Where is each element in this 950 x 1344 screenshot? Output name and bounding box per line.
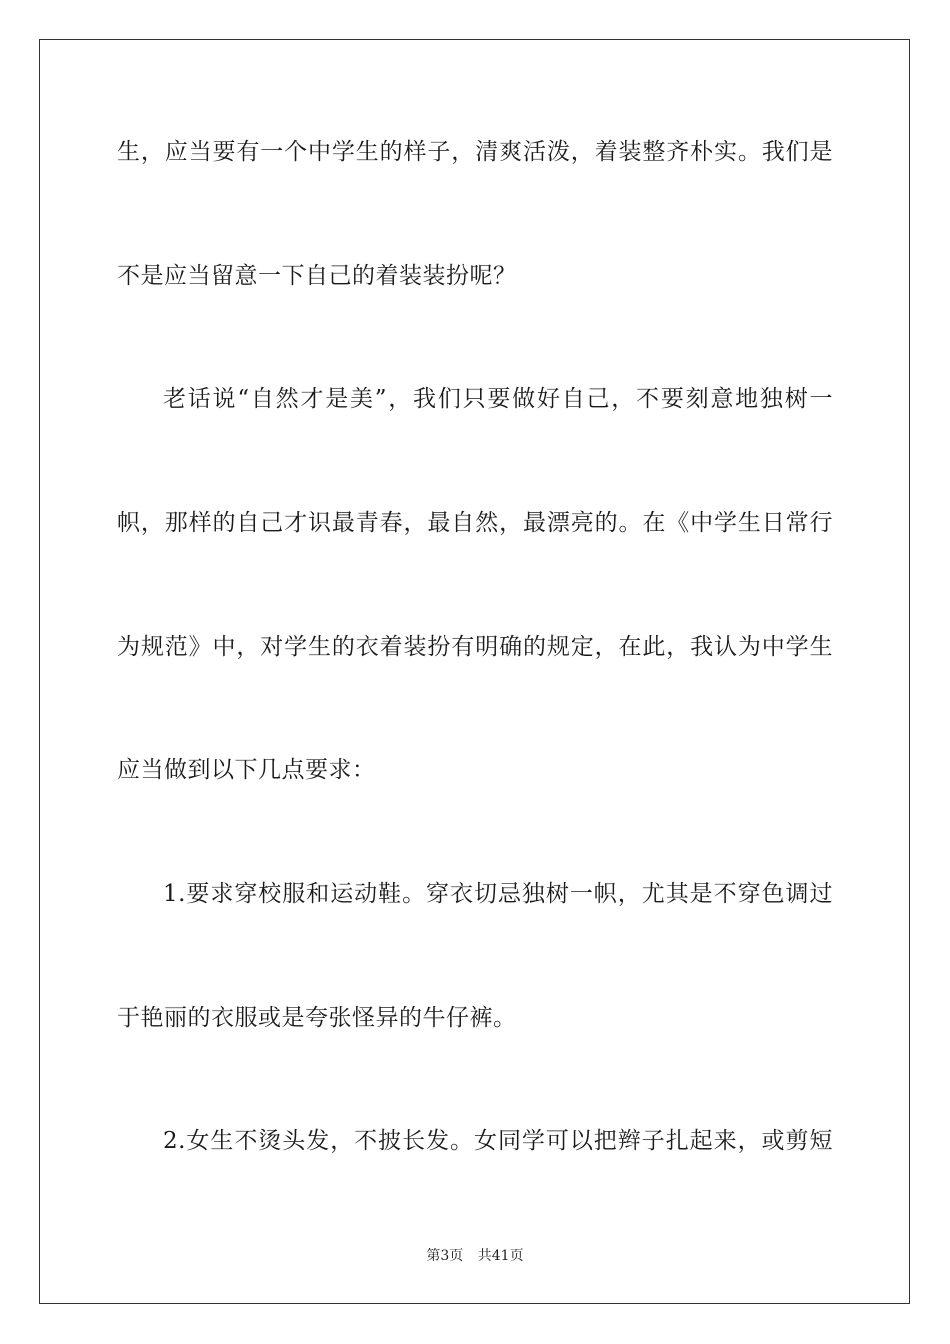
body-line-7: 1.要求穿校服和运动鞋。穿衣切忌独树一帜，尤其是不穿色调过	[163, 881, 833, 907]
body-line-2: 不是应当留意一下自己的着装装扮呢？	[117, 263, 517, 289]
body-line-8: 于艳丽的衣服或是夸张怪异的牛仔裤。	[117, 1005, 517, 1031]
body-line-5: 为规范》中，对学生的衣着装扮有明确的规定，在此，我认为中学生	[117, 634, 833, 660]
body-line-4: 帜，那样的自己才识最青春，最自然，最漂亮的。在《中学生日常行	[117, 510, 833, 536]
page-footer	[0, 1247, 950, 1265]
body-line-6: 应当做到以下几点要求：	[117, 757, 376, 783]
page-number: 第3页	[426, 1248, 464, 1264]
body-line-9: 2.女生不烫头发，不披长发。女同学可以把辫子扎起来，或剪短	[163, 1128, 833, 1154]
body-line-1: 生，应当要有一个中学生的样子，清爽活泼，着装整齐朴实。我们是	[117, 139, 833, 165]
body-line-3: 老话说“自然才是美”，我们只要做好自己，不要刻意地独树一	[163, 386, 833, 412]
page-total: 共41页	[477, 1248, 524, 1264]
page-border	[39, 39, 910, 1304]
